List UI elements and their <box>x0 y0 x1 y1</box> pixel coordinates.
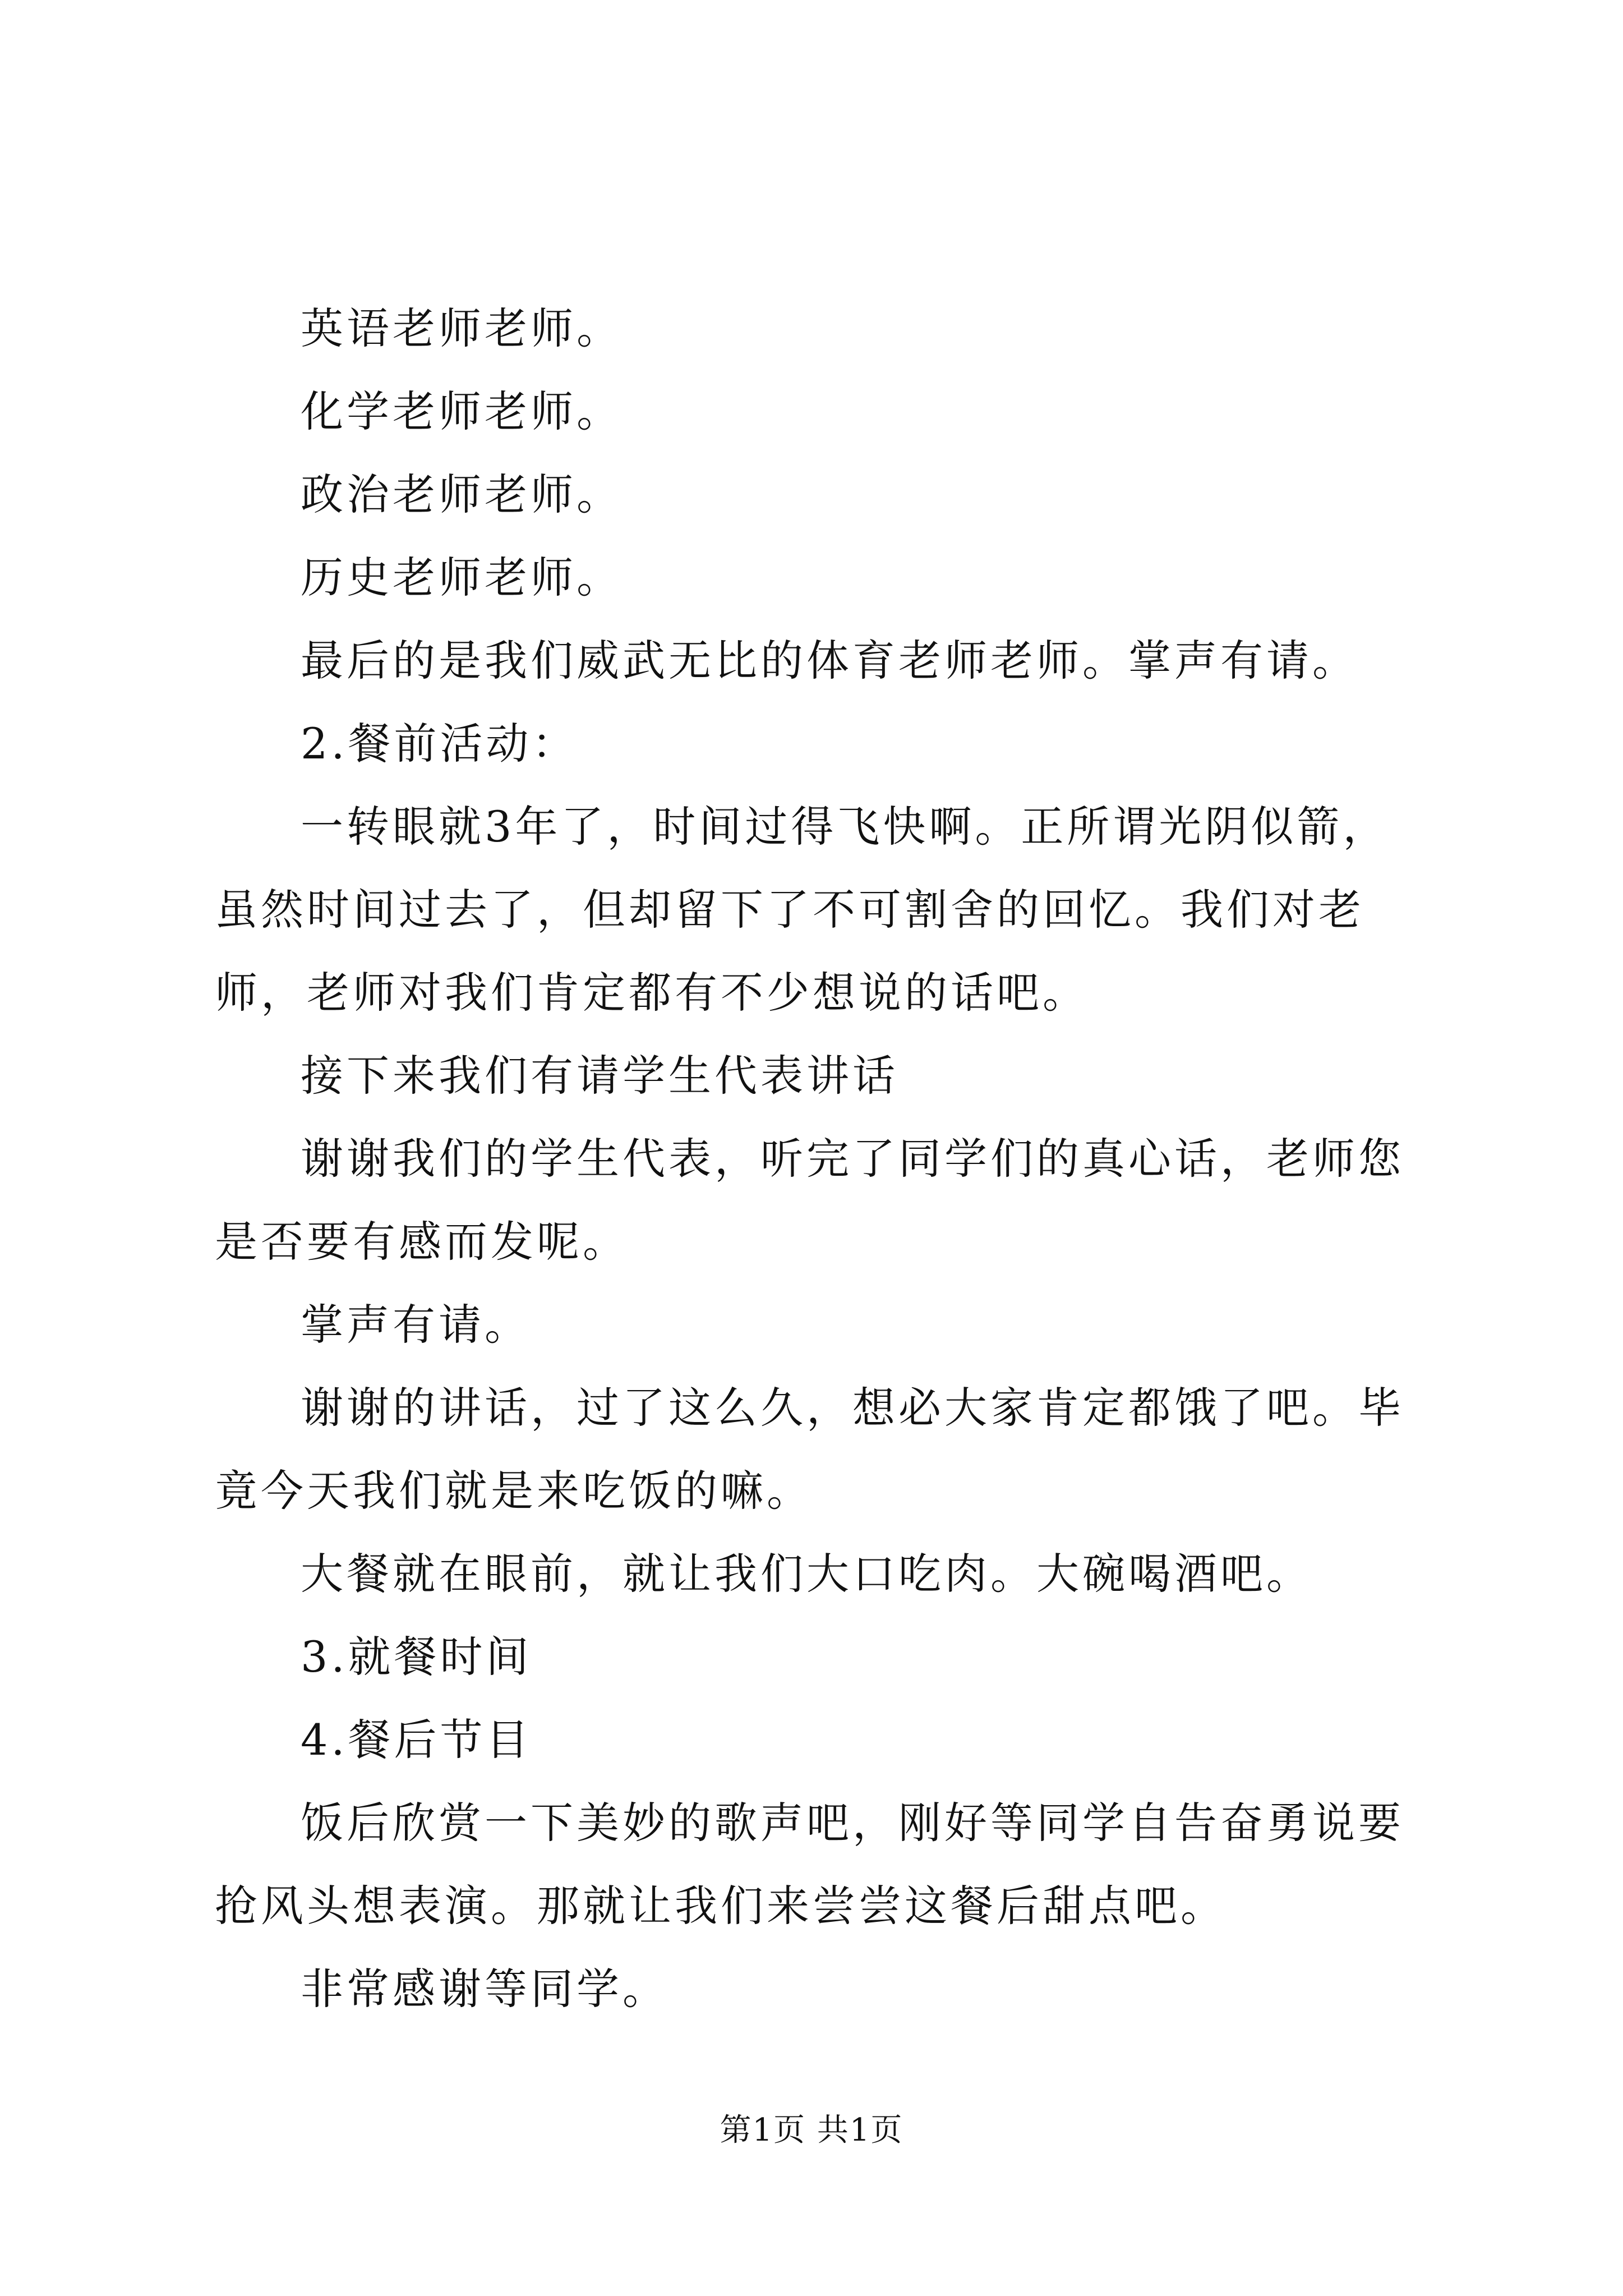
paragraph: 大餐就在眼前，就让我们大口吃肉。大碗喝酒吧。 <box>301 1549 1312 1599</box>
section-heading: 4.餐后节目 <box>301 1715 532 1765</box>
paragraph: 非常感谢等同学。 <box>301 1964 668 2014</box>
paragraph: 接下来我们有请学生代表讲话 <box>301 1051 898 1101</box>
section-heading: 2.餐前活动： <box>301 719 578 769</box>
paragraph: 饭后欣赏一下美妙的歌声吧，刚好等同学自告奋勇说要抢风头想表演。那就让我们来尝尝这餐后甜点吧。 <box>215 1798 1404 1931</box>
paragraph: 谢谢的讲话，过了这么久，想必大家肯定都饿了吧。毕竟今天我们就是来吃饭的嘛。 <box>215 1383 1404 1516</box>
paragraph: 最后的是我们威武无比的体育老师老师。掌声有请。 <box>301 636 1358 685</box>
paragraph: 谢谢我们的学生代表，听完了同学们的真心话，老师您是否要有感而发呢。 <box>215 1134 1404 1267</box>
page-footer: 第1页 共1页 <box>720 2112 903 2148</box>
paragraph: 历史老师老师。 <box>301 553 623 602</box>
paragraph: 一转眼就3年了，时间过得飞快啊。正所谓光阴似箭，虽然时间过去了，但却留下了不可割舍的回忆。我们对老师，老师对我们肯定都有不少想说的话吧。 <box>215 802 1389 1018</box>
paragraph: 掌声有请。 <box>301 1300 531 1350</box>
section-heading: 3.就餐时间 <box>301 1632 532 1682</box>
paragraph: 政治老师老师。 <box>301 470 623 519</box>
paragraph: 化学老师老师。 <box>301 386 623 436</box>
document-body <box>215 287 1412 2031</box>
paragraph: 英语老师老师。 <box>301 303 623 353</box>
